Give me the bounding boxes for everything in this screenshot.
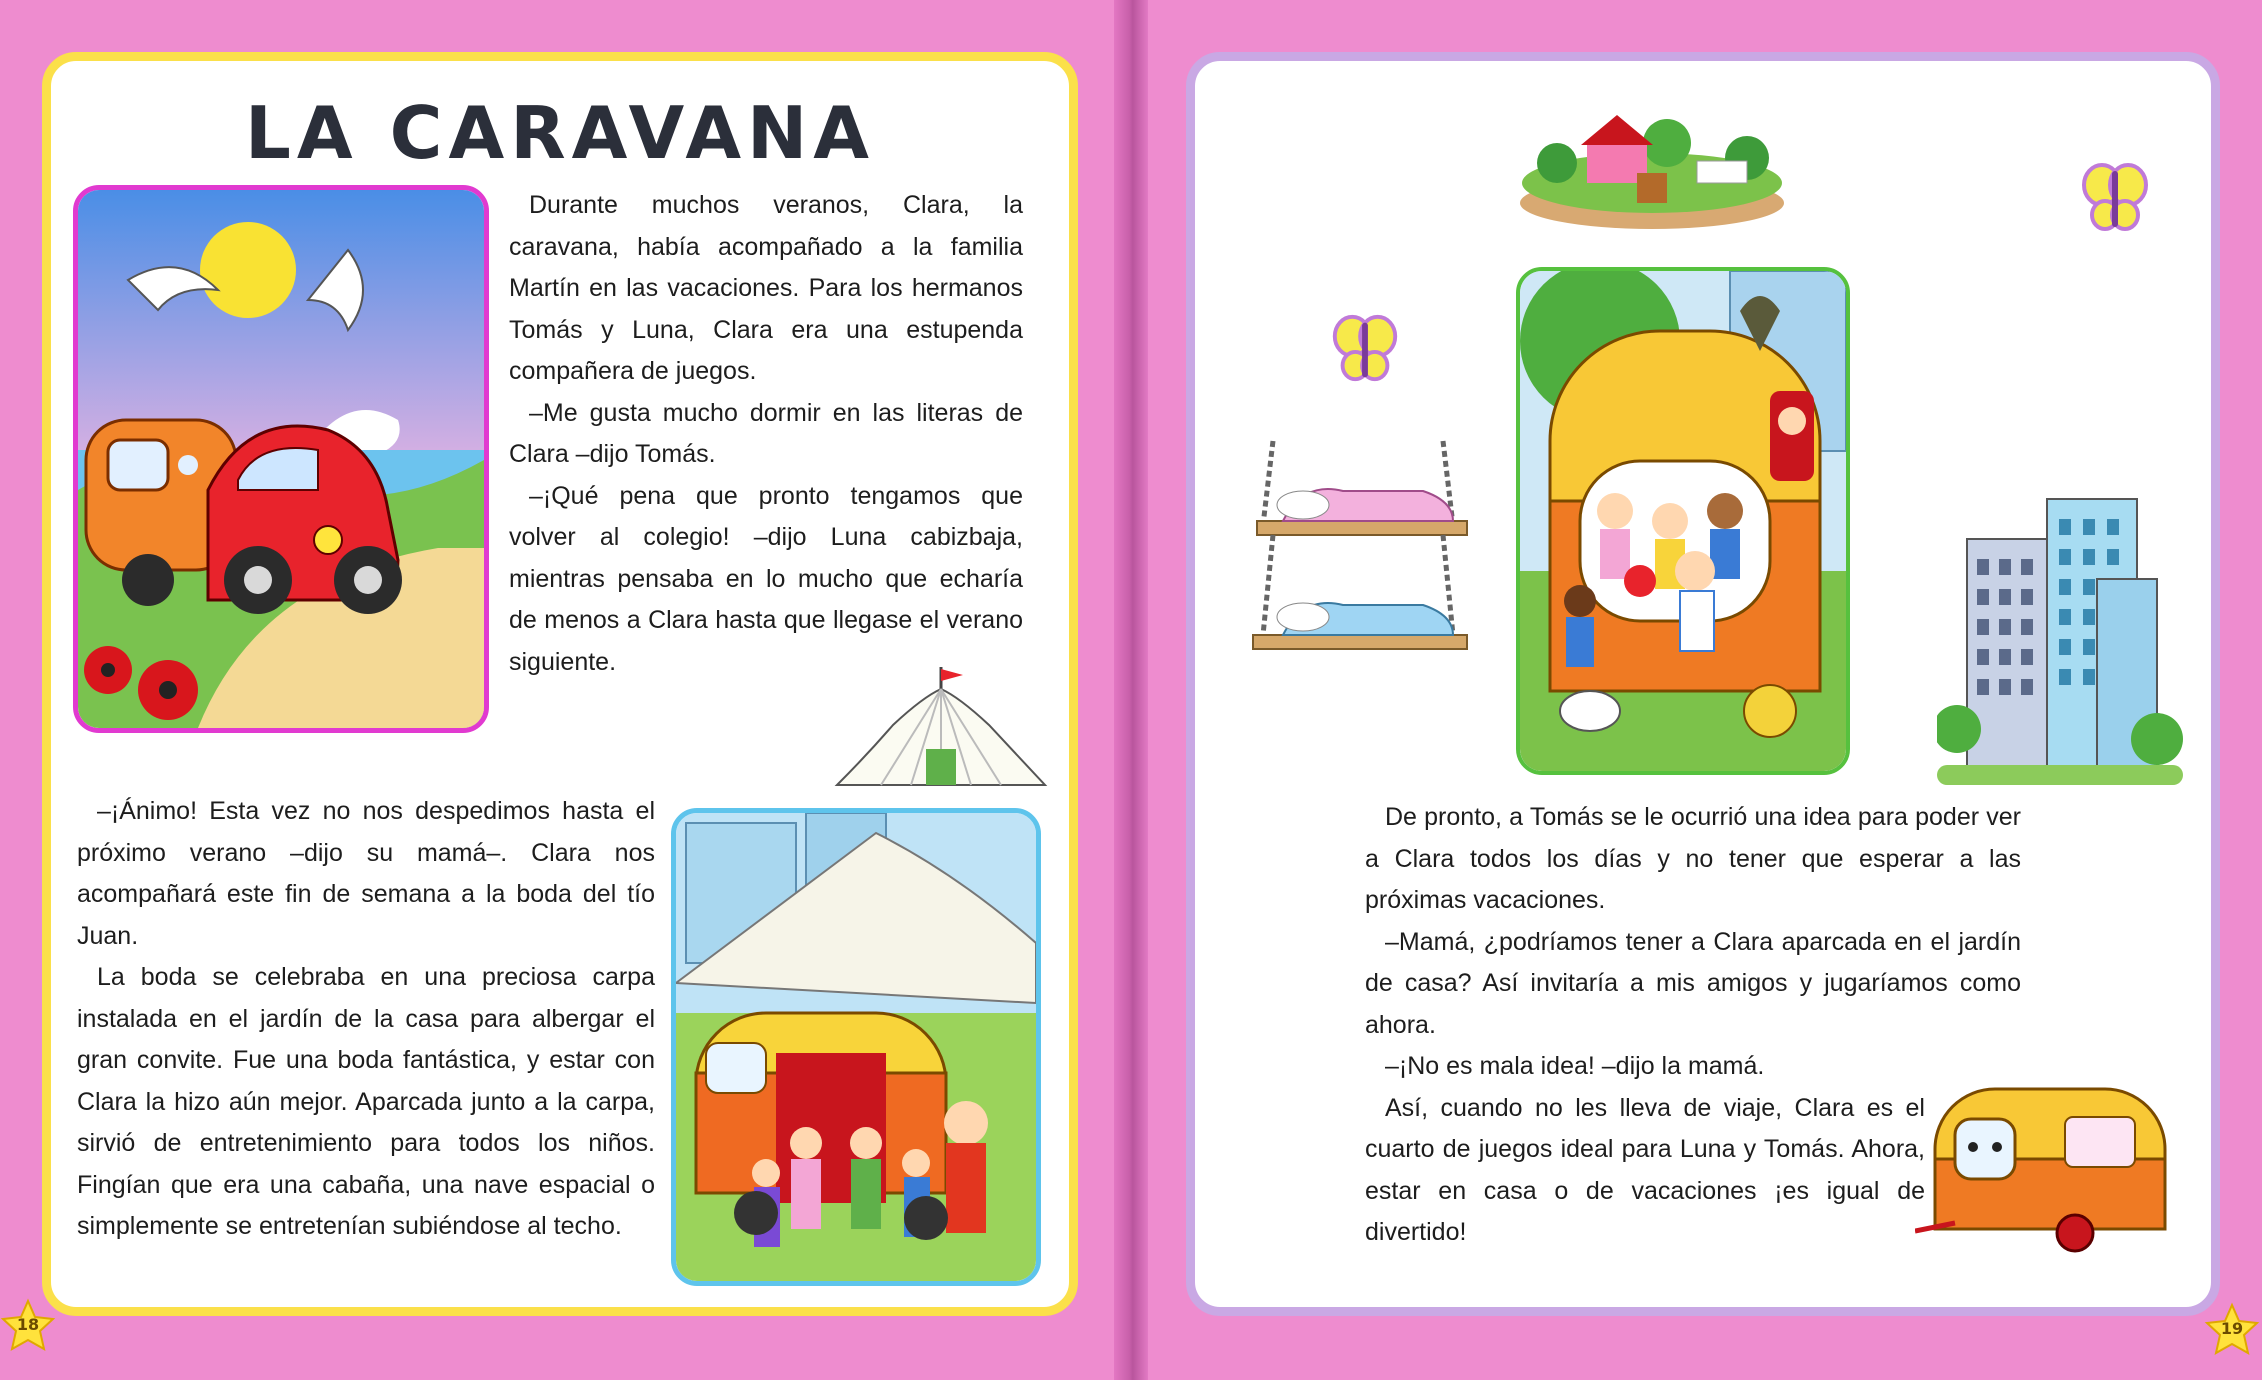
page-number-text: 19 [2220, 1319, 2244, 1338]
paragraph: –¡No es mala idea! –dijo la mamá. [1385, 1052, 1765, 1080]
paragraph: La boda se celebraba en una preciosa carpa instalada en el jardín de la casa para albergar el gran convite. Fue una boda fantástica, y estar con Clara la hizo aún mejor. Aparcada junto a la carpa, sirvió de entretenimiento para todos los niños. Fingían que era una cabaña, una nave espacial o simplemente se entretenían subiéndose al techo. [77, 963, 655, 1240]
paragraph: –Me gusta mucho dormir en las literas de Clara –dijo Tomás. [509, 398, 1023, 468]
kids-caravan-icon [1520, 271, 1846, 771]
house-icon [1517, 103, 1787, 231]
house-garden-decoration [1517, 103, 1787, 231]
car-caravan-illustration [73, 185, 489, 733]
car-caravan-icon [78, 190, 484, 728]
small-caravan-decoration [1915, 1079, 2175, 1255]
butterfly-decoration-left [1329, 309, 1401, 387]
kids-caravan-illustration [1516, 267, 1850, 775]
butterfly-icon [2080, 157, 2150, 237]
tent-icon [831, 665, 1049, 789]
paragraph: –¡Qué pena que pronto tengamos que volver al colegio! –dijo Luna cabizbaja, mientras pensaba en lo mucho que echaría de menos a Clara hasta que llegase el verano siguiente. [509, 481, 1023, 676]
paragraph: De pronto, a Tomás se le ocurrió una idea para poder ver a Clara todos los días y no tener que esperar a las próximas vacaciones. [1365, 803, 2021, 914]
city-buildings-decoration [1937, 479, 2183, 791]
butterfly-decoration-top [2080, 157, 2150, 237]
page-number-right [2204, 1302, 2260, 1358]
wedding-text-block [77, 791, 655, 1248]
left-page [42, 52, 1078, 1316]
paragraph: –¡Ánimo! Esta vez no nos despedimos hasta el próximo verano –dijo su mamá–. Clara nos acompañará este fin de semana a la boda del tío Juan. [77, 797, 655, 950]
caravan-tent-icon [676, 813, 1036, 1281]
caravan-icon [1915, 1079, 2175, 1255]
butterfly-icon [1329, 309, 1401, 387]
bunk-beds-decoration [1243, 435, 1473, 667]
paragraph: Así, cuando no les lleva de viaje, Clara es el cuarto de juegos ideal para Luna y Tomás. Ahora, estar en casa o de vacaciones ¡es igual de divertido! [1365, 1093, 1925, 1246]
wedding-caravan-illustration [671, 808, 1041, 1286]
book-gutter [1114, 0, 1148, 1380]
circus-tent-decoration [831, 665, 1049, 789]
page-number-left [0, 1298, 56, 1354]
bunk-bed-icon [1243, 435, 1473, 667]
page-number-text: 18 [16, 1315, 40, 1334]
intro-text-block [509, 185, 1023, 683]
right-page [1186, 52, 2220, 1316]
paragraph: Durante muchos veranos, Clara, la caravana, había acompañado a la familia Martín en las vacaciones. Para los hermanos Tomás y Luna, Clara era una estupenda compañera de juegos. [509, 191, 1023, 385]
paragraph: –Mamá, ¿podríamos tener a Clara aparcada en el jardín de casa? Así invitaría a mis amigos y jugaríamos como ahora. [1365, 927, 2021, 1039]
buildings-icon [1937, 479, 2183, 791]
page-title: LA CARAVANA [244, 91, 876, 175]
